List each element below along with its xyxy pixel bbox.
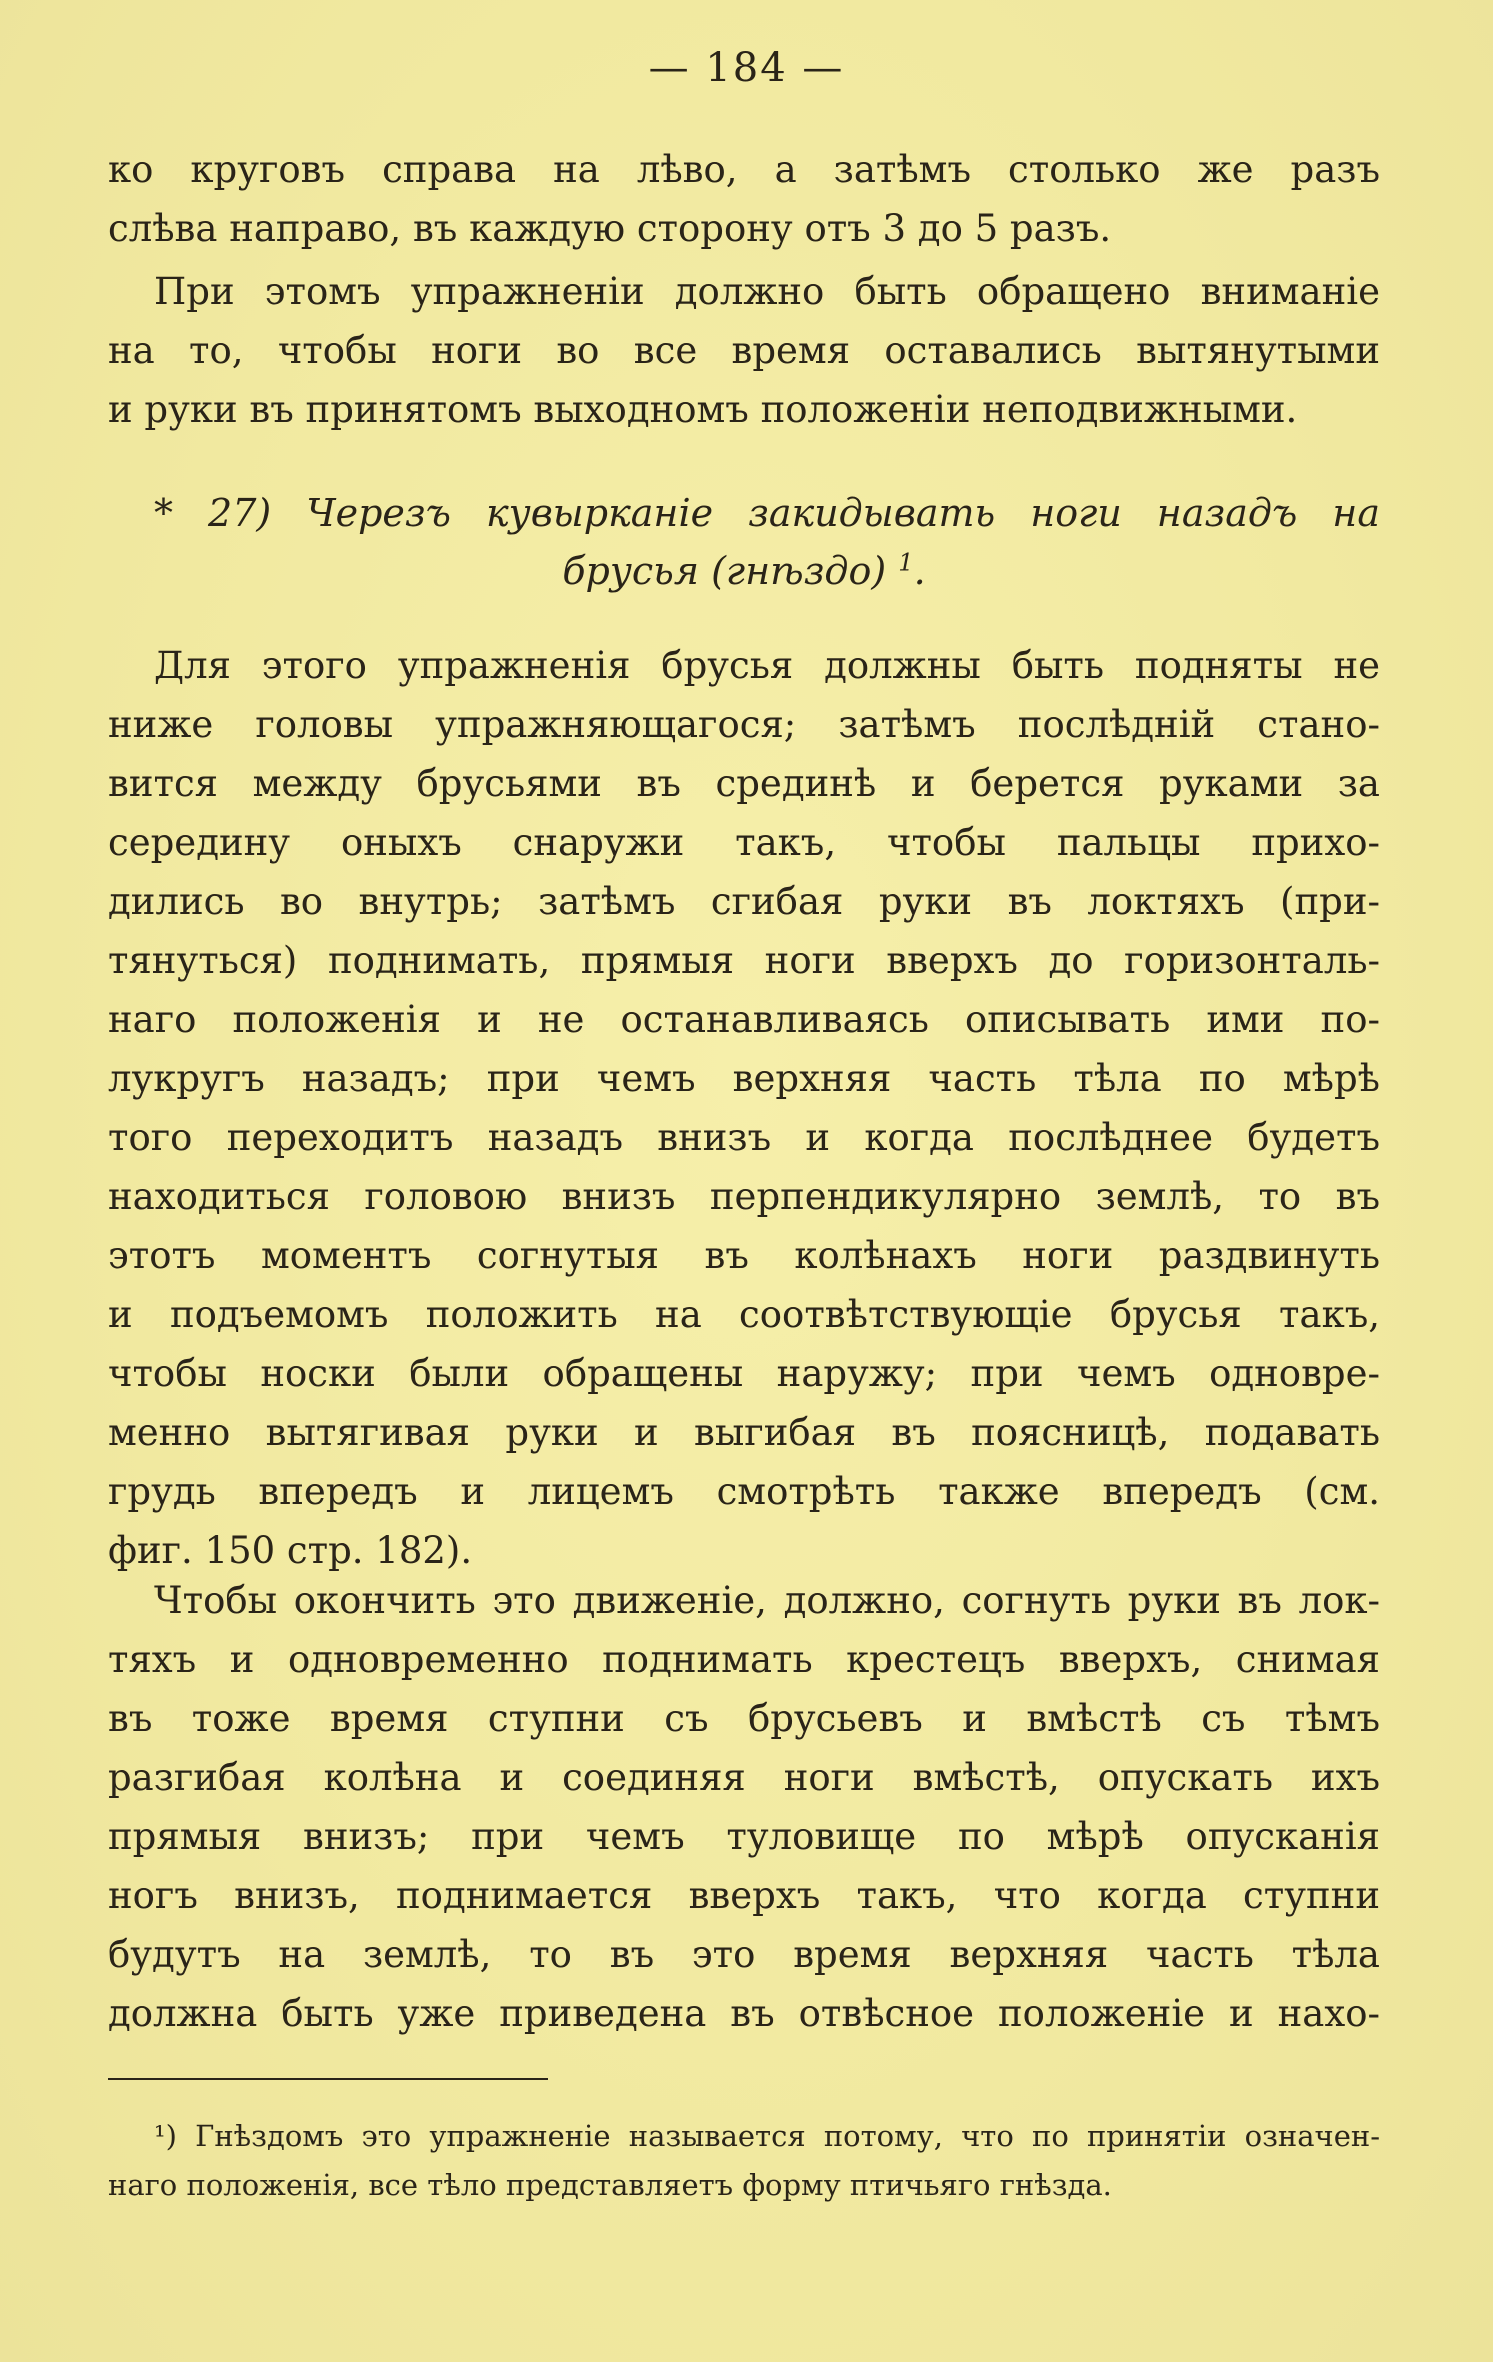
- text-line: тянуться) поднимать, прямыя ноги вверхъ до горизонталь-: [108, 939, 1380, 982]
- text-line: вится между брусьями въ срединѣ и берется руками за: [108, 762, 1380, 805]
- text-line: дились во внутрь; затѣмъ сгибая руки въ локтяхъ (при-: [108, 880, 1380, 923]
- footnote-divider: [108, 2078, 548, 2080]
- text-line: на то, чтобы ноги во все время оставались вытянутыми: [108, 329, 1380, 372]
- text-line: лукругъ назадъ; при чемъ верхняя часть тѣла по мѣрѣ: [108, 1057, 1380, 1100]
- paragraph-continuation: [108, 140, 1380, 258]
- text-line: ниже головы упражняющагося; затѣмъ послѣдній стано-: [108, 703, 1380, 746]
- text-line: фиг. 150 стр. 182).: [108, 1529, 473, 1572]
- text-line: тяхъ и одновременно поднимать крестецъ вверхъ, снимая: [108, 1638, 1380, 1681]
- text-line: будутъ на землѣ, то въ это время верхняя часть тѣла: [108, 1933, 1380, 1976]
- text-line: грудь впередъ и лицемъ смотрѣть также впередъ (см.: [108, 1470, 1380, 1513]
- text-line: и подъемомъ положить на соотвѣтствующіе брусья такъ,: [108, 1293, 1380, 1336]
- text-line: менно вытягивая руки и выгибая въ поясницѣ, подавать: [108, 1411, 1380, 1454]
- text-line: въ тоже время ступни съ брусьевъ и вмѣстѣ съ тѣмъ: [108, 1697, 1380, 1740]
- heading-line-end: .: [913, 549, 926, 593]
- text-line: ко круговъ справа на лѣво, а затѣмъ столько же разъ: [108, 148, 1380, 191]
- text-line: этотъ моментъ согнутыя въ колѣнахъ ноги раздвинуть: [108, 1234, 1380, 1277]
- paragraph-exercise-ending: [108, 1571, 1380, 2043]
- text-line: Чтобы окончить это движеніе, должно, согнуть руки въ лок-: [154, 1579, 1380, 1622]
- text-line: ногъ внизъ, поднимается вверхъ такъ, что когда ступни: [108, 1874, 1380, 1917]
- text-line: Для этого упражненія брусья должны быть подняты не: [154, 644, 1380, 687]
- text-line: должна быть уже приведена въ отвѣсное положеніе и нахо-: [108, 1992, 1380, 2035]
- text-line: прямыя внизъ; при чемъ туловище по мѣрѣ опусканія: [108, 1815, 1380, 1858]
- text-line: наго положенія и не останавливаясь описывать ими по-: [108, 998, 1380, 1041]
- text-line: того переходитъ назадъ внизъ и когда послѣднее будетъ: [108, 1116, 1380, 1159]
- text-line: При этомъ упражненіи должно быть обращено вниманіе: [154, 270, 1380, 313]
- page-number: — 184 —: [648, 45, 845, 91]
- text-line: середину оныхъ снаружи такъ, чтобы пальцы прихо-: [108, 821, 1380, 864]
- text-line: чтобы носки были обращены наружу; при чемъ одновре-: [108, 1352, 1380, 1395]
- heading-line-text: брусья (гнѣздо): [562, 549, 887, 593]
- footnote-reference: 1: [898, 548, 914, 577]
- text-line: разгибая колѣна и соединяя ноги вмѣстѣ, опускать ихъ: [108, 1756, 1380, 1799]
- text-line: слѣва направо, въ каждую сторону отъ 3 до 5 разъ.: [108, 207, 1112, 250]
- heading-line: [108, 542, 1380, 600]
- footnote-line: ¹) Гнѣздомъ это упражненіе называется потому, что по принятіи означен-: [154, 2119, 1380, 2153]
- footnote: [108, 2112, 1380, 2210]
- text-line: находиться головою внизъ перпендикулярно землѣ, то въ: [108, 1175, 1380, 1218]
- paragraph-note: [108, 262, 1380, 439]
- footnote-line: наго положенія, все тѣло представляетъ форму птичьяго гнѣзда.: [108, 2168, 1112, 2202]
- paragraph-exercise-description: [108, 636, 1380, 1580]
- heading-line: * 27) Черезъ кувырканіе закидывать ноги назадъ на: [154, 491, 1380, 535]
- exercise-heading: [108, 484, 1380, 600]
- text-line: и руки въ принятомъ выходномъ положеніи неподвижными.: [108, 388, 1298, 431]
